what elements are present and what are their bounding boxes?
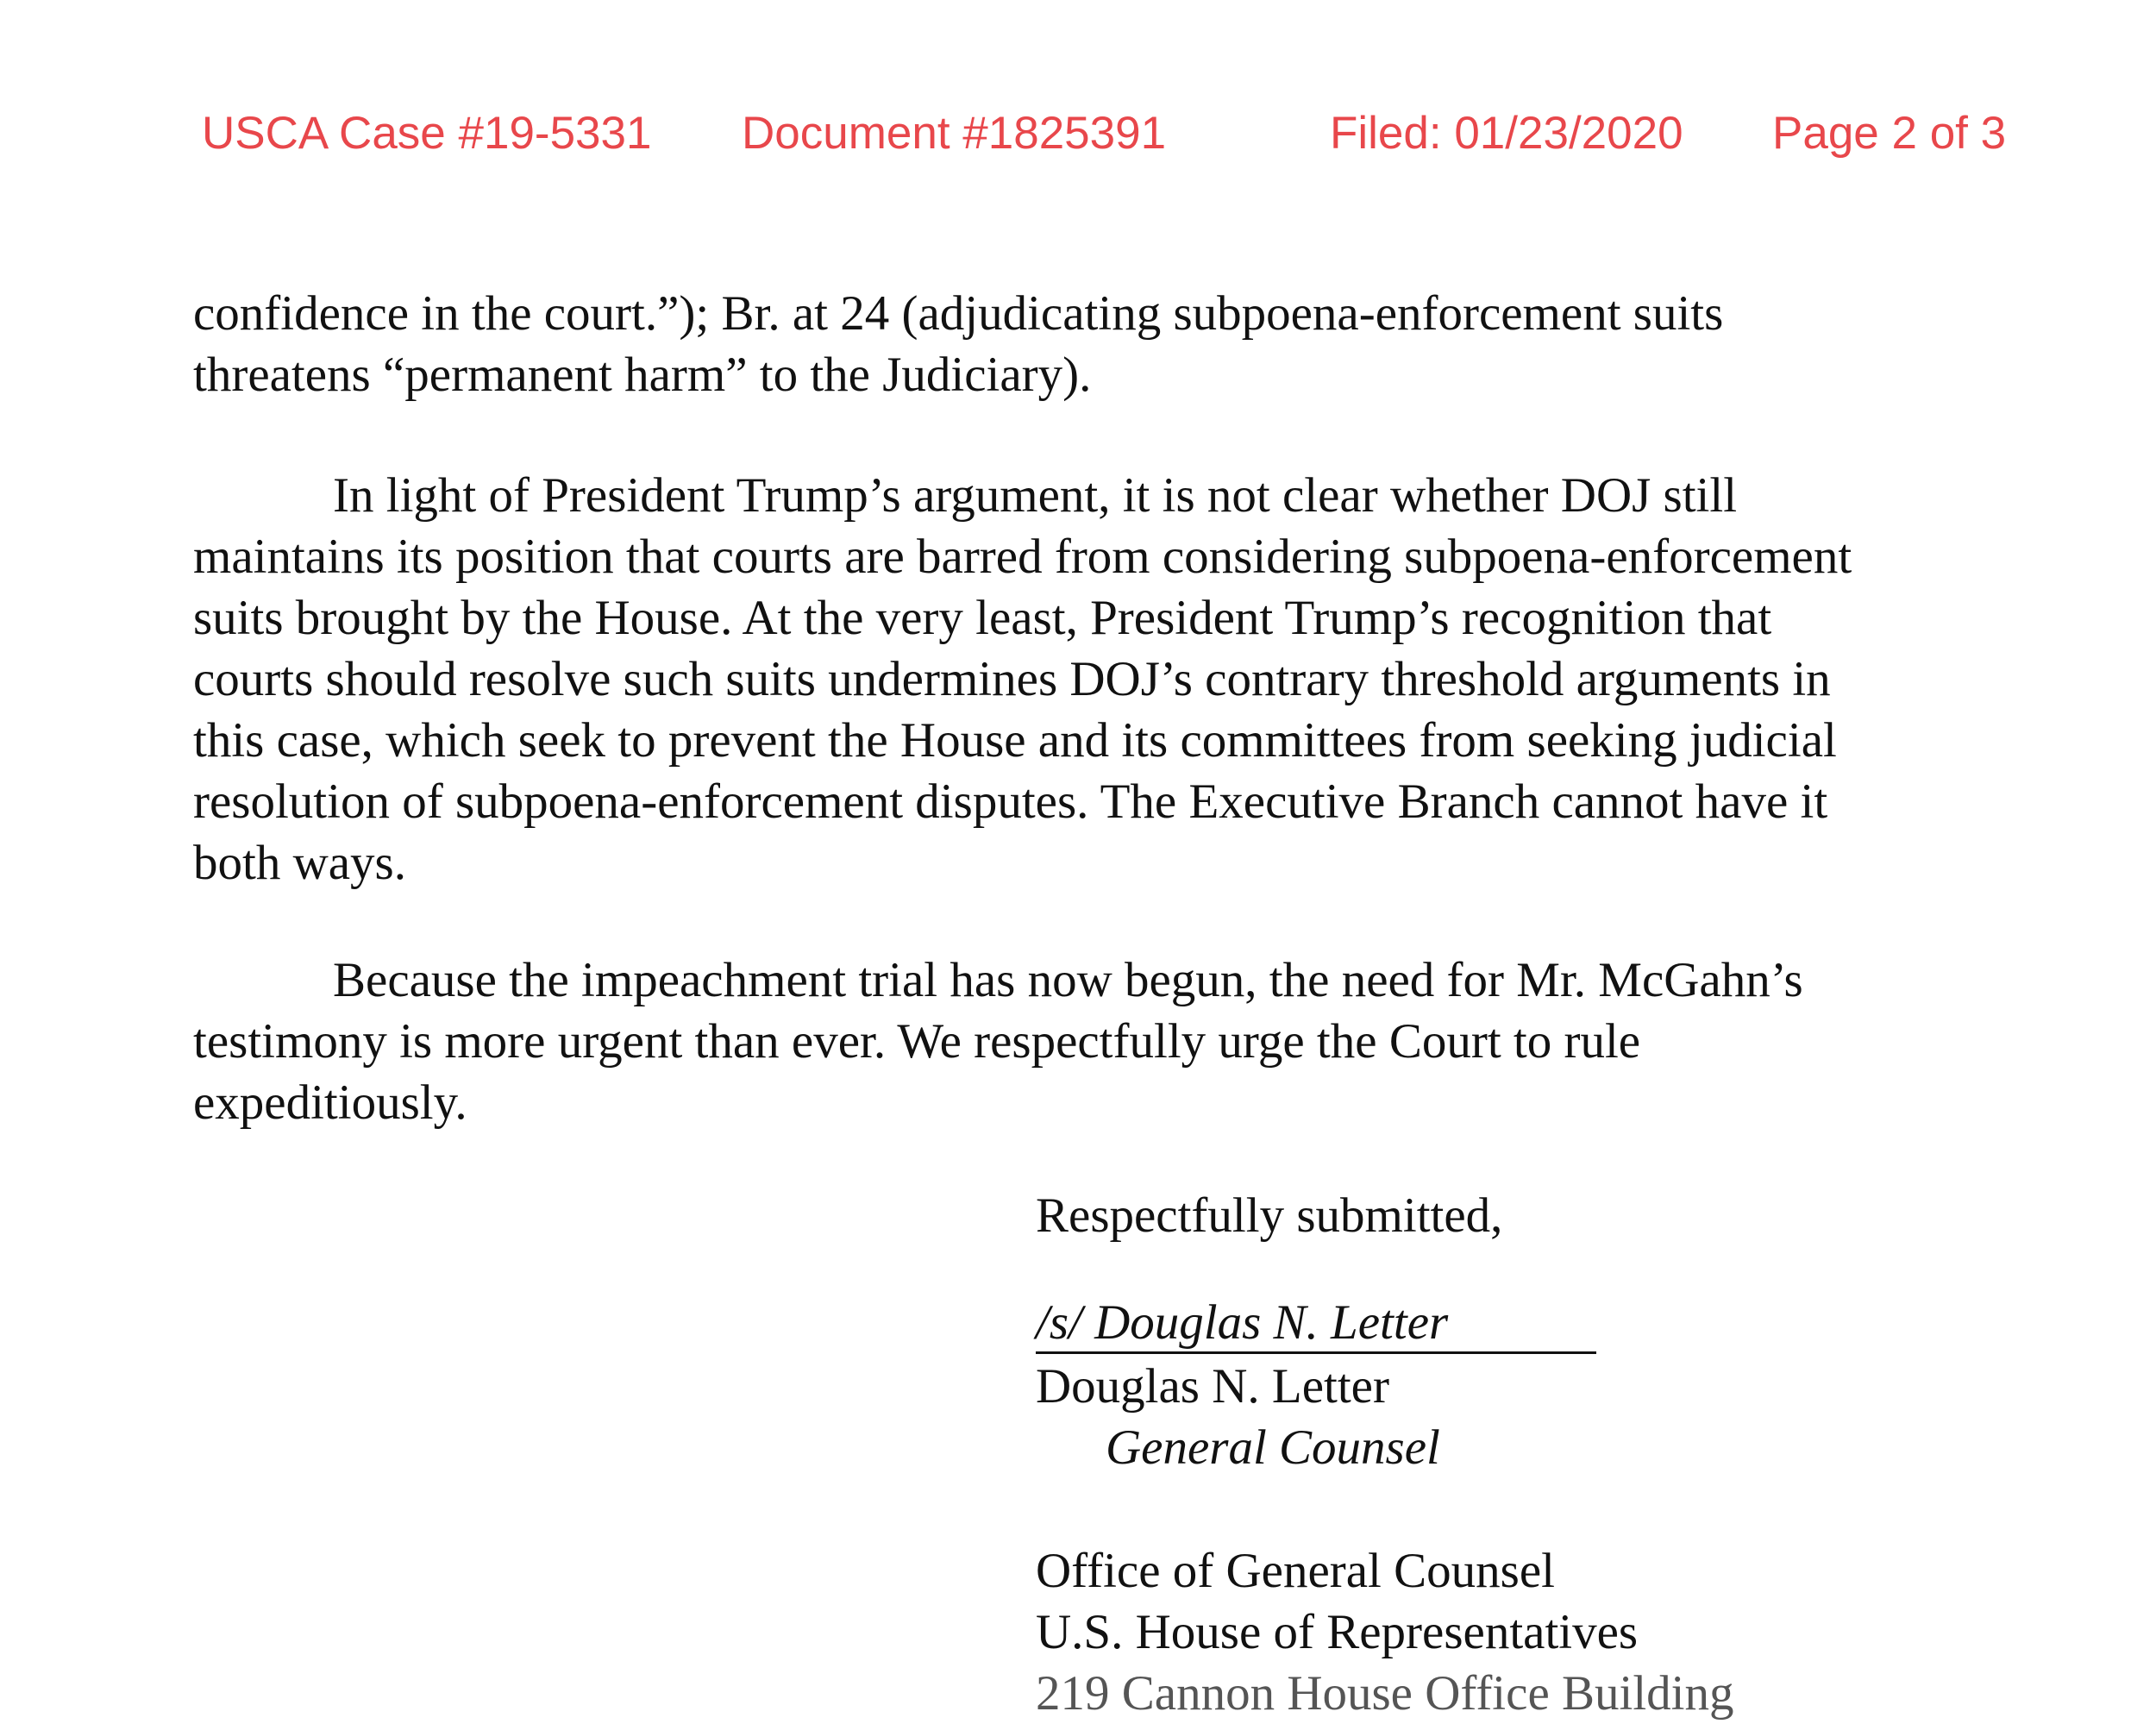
filed-date: Filed: 01/23/2020 — [1330, 108, 1683, 159]
text-line: Because the impeachment trial has now begun, the need for Mr. McGahn’s — [333, 953, 1803, 1007]
ecf-header — [0, 103, 2156, 164]
text-line: courts should resolve such suits undermines DOJ’s contrary threshold arguments in — [193, 652, 1831, 706]
text-line: both ways. — [193, 836, 406, 890]
closing-salutation: Respectfully submitted, — [1036, 1188, 1503, 1243]
office-name: Office of General Counsel — [1036, 1544, 1555, 1598]
paragraph-doj-position — [193, 465, 2004, 893]
signature-line: /s/ Douglas N. Letter — [1036, 1295, 1596, 1354]
signer-name: Douglas N. Letter — [1036, 1359, 1389, 1414]
institution-name: U.S. House of Representatives — [1036, 1605, 1639, 1659]
text-line: threatens “permanent harm” to the Judiciary). — [193, 348, 1092, 402]
address-line-cut-off: 219 Cannon House Office Building — [1036, 1666, 1734, 1721]
document-number: Document #1825391 — [742, 108, 1167, 159]
page-indicator: Page 2 of 3 — [1772, 108, 2007, 159]
text-line: resolution of subpoena-enforcement disputes. The Executive Branch cannot have it — [193, 774, 1828, 829]
text-line: In light of President Trump’s argument, it is not clear whether DOJ still — [333, 468, 1738, 523]
text-line: suits brought by the House. At the very least, President Trump’s recognition that — [193, 591, 1772, 645]
case-number: USCA Case #19-5331 — [202, 108, 652, 159]
text-line: testimony is more urgent than ever. We respectfully urge the Court to rule — [193, 1014, 1641, 1069]
text-line: expeditiously. — [193, 1075, 467, 1130]
text-line: maintains its position that courts are barred from considering subpoena-enforcement — [193, 530, 1852, 584]
paragraph-continuation — [193, 283, 2004, 405]
text-line: confidence in the court.”); Br. at 24 (adjudicating subpoena-enforcement suits — [193, 286, 1724, 341]
text-line: this case, which seek to prevent the House and its committees from seeking judicial — [193, 713, 1837, 768]
signer-title: General Counsel — [1106, 1420, 1440, 1475]
paragraph-urgency — [193, 950, 2004, 1133]
